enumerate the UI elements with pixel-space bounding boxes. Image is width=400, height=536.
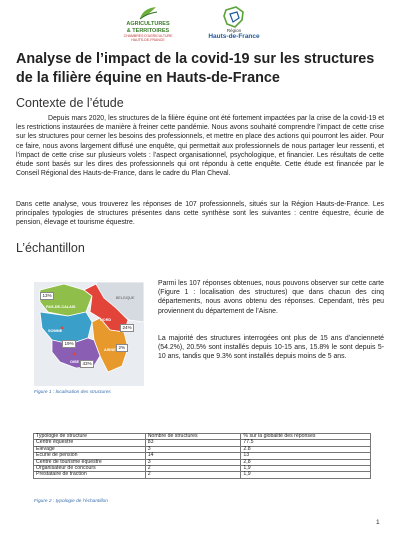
table-header-cell: % sur la globalité des réponses: [241, 434, 371, 440]
table-cell: 3: [145, 459, 241, 465]
logo-left-line4: HAUTS-DE-FRANCE: [131, 38, 165, 42]
logo-left-line1: AGRICULTURES: [126, 21, 170, 27]
echantillon-paragraph-2: La majorité des structures interrogées ont plus de 15 ans d’ancienneté (54.2%), 20.5% sont installés depuis 10-15 ans, 15.8% le sont depuis 5-10 ans, tandis que 9.3% sont installés depuis moins de 5 ans.: [158, 335, 384, 361]
badge-nord: 24%: [120, 324, 134, 332]
badge-aisne: 2%: [116, 344, 128, 352]
table-cell: 14: [145, 453, 241, 459]
table-cell: Centre de tourisme équestre: [34, 459, 146, 465]
logo-right-line2: Hauts-de-France: [208, 33, 260, 40]
table-cell: 2: [145, 472, 241, 478]
figure-2-caption: Figure 2 : typologie de l’échantillon: [34, 499, 108, 504]
table-cell: Elevage: [34, 446, 146, 452]
pas-de-calais-area: [40, 284, 92, 316]
dep-label-oise: OISE: [70, 360, 80, 364]
table-row: [34, 472, 371, 478]
badge-pdc: 13%: [40, 292, 54, 300]
dep-label-somme: SOMME: [48, 329, 63, 333]
agriculture-leaf-icon: [137, 6, 159, 20]
badge-oise: 43%: [80, 360, 94, 368]
table-header-cell: Typologie de structure: [34, 434, 146, 440]
section-heading-echantillon: L’échantillon: [16, 241, 85, 255]
table-cell: 13: [241, 453, 371, 459]
table-cell: Ecurie de pension: [34, 453, 146, 459]
table-cell: 2: [145, 466, 241, 472]
region-hdf-logo: [206, 6, 262, 44]
table-cell: 77.5: [241, 440, 371, 446]
table-cell: 3: [145, 446, 241, 452]
dep-label-aisne: AISNE: [104, 348, 116, 352]
table-header-cell: Nombre de structures: [145, 434, 241, 440]
badge-somme: 19%: [62, 340, 76, 348]
structures-location-map: [34, 282, 144, 386]
page-number: 1: [376, 519, 380, 526]
logo-left-line2: & TERRITOIRES: [126, 28, 170, 34]
section-heading-contexte: Contexte de l’étude: [16, 96, 124, 110]
page-title: Analyse de l’impact de la covid-19 sur les structures de la filière équine en Hauts-de-France: [16, 51, 375, 86]
dep-label-pdc: PAS-DE-CALAIS: [46, 305, 76, 309]
logo-right-line1: Région: [226, 28, 242, 33]
table-cell: 1,9: [241, 466, 371, 472]
table-cell: Organisateur de concours: [34, 466, 146, 472]
chambres-agriculture-logo: [118, 6, 178, 44]
figure-1-caption: Figure 1 : localisation des structures: [34, 390, 111, 395]
table-cell: 2.8: [241, 446, 371, 452]
echantillon-paragraph-1: Parmi les 107 réponses obtenues, nous pouvons observer sur cette carte (Figure 1 : localisation des structures) que dans chacun des cinq départements, nous avons obtenu des réponses. Cependant, très peu proviennent du département de l’Aisne.: [158, 280, 384, 315]
map-marker-icon: [99, 303, 102, 306]
table-cell: 1,9: [241, 472, 371, 478]
contexte-paragraph-1: Depuis mars 2020, les structures de la filière équine ont été fortement impactées par la crise de la covid-19 et les restrictions instaurées de manière à freiner cette pandémie. Nous avons souhaité comprendre l’impact de cette crise sur les structures pour cerner les besoins des professionnels, et mettre en place des actions qui pourront les aider. Pour ce faire, nous avons largement diffusé une enquête, qui permettait aux professionnels de nous partager leur ressenti, et l’impact de cette crise sur plusieurs volets : l’aspect organisationnel, psychologique, et financier. Les résultats de cette étude sont basés sur les dires des professionnels qui ont répondu à cette enquête. Cette étude est financée par le Conseil Régional des Hauts-de-France, dans le cadre du Plan Cheval.: [16, 115, 384, 178]
table-cell: Centre équestre: [34, 440, 146, 446]
typologie-table: [33, 433, 371, 479]
map-marker-icon: [73, 353, 76, 356]
table-cell: 83: [145, 440, 241, 446]
table-cell: Prestataire de traction: [34, 472, 146, 478]
contexte-paragraph-2: Dans cette analyse, vous trouverez les réponses de 107 professionnels, situés sur la Région Hauts-de-France. Les principales typologies de structures présentes dans cette synthèse sont les suivantes : centre équestre, écurie de pension, élevage et tourisme équestre.: [16, 201, 384, 227]
logo-left-line3: CHAMBRES D'AGRICULTURE: [123, 34, 173, 38]
dep-label-nord: NORD: [100, 318, 112, 322]
region-map-icon: [222, 6, 246, 28]
table-cell: 2,8: [241, 459, 371, 465]
country-label-belgique: BELGIQUE: [116, 296, 135, 300]
